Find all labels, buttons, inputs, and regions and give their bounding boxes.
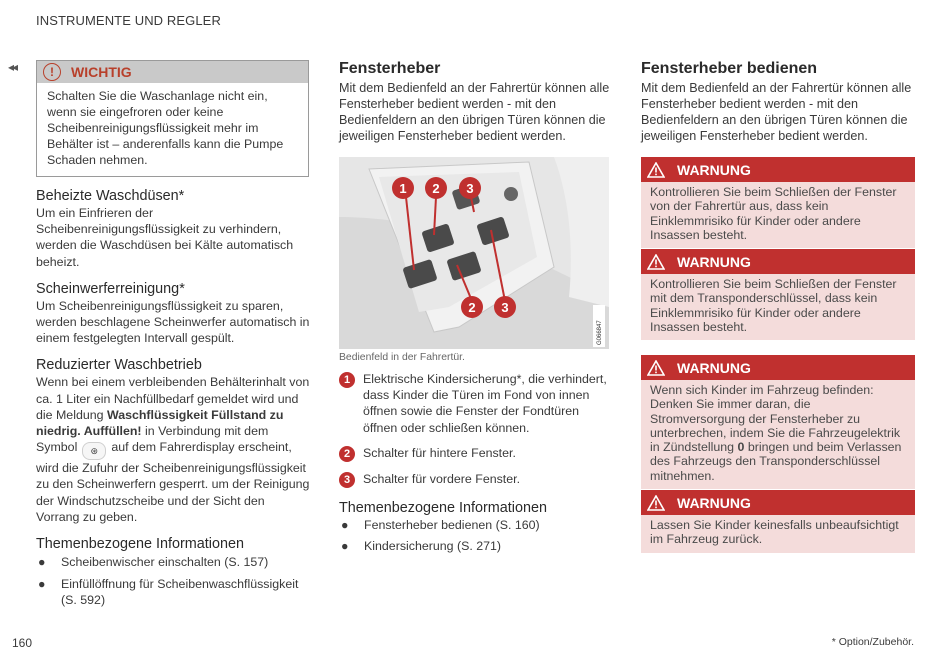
related-link[interactable]	[36, 576, 310, 608]
figure-legend	[339, 371, 615, 497]
operate-window-lifts-heading: Fensterheber bedienen	[641, 60, 818, 77]
door-panel-drawing	[339, 157, 609, 349]
related-link[interactable]	[36, 554, 310, 570]
column-1	[36, 60, 310, 609]
legend-text: Elektrische Kindersicherung*, die verhindert, dass Kinder die Türen im Fond von innen öffnen sowie die Fenster der Fondtüren öffnen oder schließen können.	[363, 372, 607, 435]
figure-caption: Bedienfeld in der Fahrertür.	[339, 352, 465, 363]
bullet-icon: ●	[38, 555, 46, 570]
washer-fluid-symbol-icon: ⊛	[82, 442, 106, 460]
important-notice-text: Schalten Sie die Waschanlage nicht ein, wenn sie eingefroren oder keine Scheibenreinigungsflüssigkeit mehr im Behälter ist – anderenfalls kann die Pumpe Schaden nehmen.	[47, 89, 284, 167]
reduced-wash-text-b: in Verbindung mit dem Symbol	[36, 424, 269, 455]
legend-item	[339, 471, 615, 488]
warning-header	[641, 249, 915, 274]
warning-text	[641, 380, 915, 489]
bullet-icon: ●	[341, 518, 349, 532]
related-link-text: Einfüllöffnung für Scheibenwaschflüssigkeit (S. 592)	[61, 577, 299, 608]
warning-text: Lassen Sie Kinder keinesfalls unbeaufsichtigt im Fahrzeug zurück.	[650, 518, 899, 547]
warning-box	[641, 157, 915, 248]
legend-text: Schalter für hintere Fenster.	[363, 445, 516, 460]
warning-triangle-icon	[647, 162, 665, 178]
warning-title: WARNUNG	[677, 359, 751, 376]
warning-triangle-icon	[647, 495, 665, 511]
warning-text-b: bringen und beim Verlassen des Fahrzeugs den Transponderschlüssel mitnehmen.	[650, 440, 902, 483]
related-link[interactable]	[339, 517, 615, 533]
callout-2	[425, 177, 447, 199]
heated-nozzles-text: Um ein Einfrieren der Scheibenreinigungsflüssigkeit zu verhindern, werden die Waschdüsen bei Kälte automatisch beheizt.	[36, 206, 294, 269]
warning-title: WARNUNG	[677, 161, 751, 178]
callout-label: 2	[468, 300, 476, 315]
warning-box	[641, 490, 915, 553]
reduced-wash-text-c: auf dem Fahrerdisplay erscheint, wird die Zufuhr der Scheibenreinigungsflüssigkeit zu den Scheinwerfern gesperrt. um der Reinigung der Windschutzscheibe und der Sicht den Vorrang zu geben.	[36, 440, 310, 524]
related-link-text: Kindersicherung (S. 271)	[364, 539, 502, 554]
ignition-position: 0	[737, 440, 745, 455]
running-header: INSTRUMENTE UND REGLER	[36, 13, 221, 28]
headlamp-cleaning-heading: Scheinwerferreinigung*	[36, 280, 185, 297]
related-info-heading-2: Themenbezogene Informationen	[339, 500, 548, 516]
operate-window-lifts-intro: Mit dem Bedienfeld an der Fahrertür können alle Fensterheber bedient werden - mit den Bedienfeldern an den übrigen Türen können die jeweiligen Fensterheber bedient werden.	[641, 81, 912, 143]
footnote: * Option/Zubehör.	[831, 636, 914, 648]
callout-label: 2	[432, 181, 440, 196]
reduced-wash-text	[36, 374, 310, 525]
related-info-2	[339, 500, 615, 554]
callout-2-lower	[461, 296, 483, 318]
reduced-wash-text-a: Wenn bei einem verbleibenden Behälterinhalt von ca. 1 Liter ein Nachfüllbedarf gemeldet wird und die Meldung	[36, 375, 310, 422]
number-badge-icon: 2	[339, 446, 355, 462]
figure-code: G066847	[597, 320, 603, 345]
legend-item	[339, 445, 615, 462]
legend-text: Schalter für vordere Fenster.	[363, 471, 521, 486]
warning-header	[641, 157, 915, 182]
warning-text: Kontrollieren Sie beim Schließen der Fenster mit dem Transponderschlüssel, dass kein Einklemmrisiko für Kinder oder andere Insassen besteht.	[650, 277, 897, 334]
back-arrows-icon[interactable]: ◂◂	[8, 60, 17, 74]
related-link-text: Fensterheber bedienen (S. 160)	[364, 518, 540, 532]
number-badge-icon: 3	[339, 472, 355, 488]
warning-title: WARNUNG	[677, 253, 751, 270]
warning-triangle-icon	[647, 254, 665, 270]
window-lifts-heading: Fensterheber	[339, 60, 441, 77]
callout-label: 1	[399, 181, 407, 196]
callout-3	[459, 177, 481, 199]
warning-text: Kontrollieren Sie beim Schließen der Fenster von der Fahrertür aus, dass kein Einklemmrisiko für Kinder oder andere Insassen besteht.	[650, 185, 897, 242]
related-info-heading-1: Themenbezogene Informationen	[36, 536, 245, 553]
washer-fluid-message: Waschflüssigkeit Füllstand zu niedrig. Auffüllen!	[36, 407, 284, 439]
related-link[interactable]	[339, 538, 615, 554]
legend-item	[339, 371, 615, 436]
page-number: 160	[12, 636, 33, 650]
headlamp-cleaning-text: Um Scheibenreinigungsflüssigkeit zu sparen, werden beschlagene Scheinwerfer automatisch in einem festgelegten Intervall gespült.	[36, 298, 310, 346]
reduced-wash-heading: Reduzierter Waschbetrieb	[36, 357, 202, 374]
bullet-icon: ●	[341, 539, 349, 554]
exclamation-circle-icon: !	[43, 63, 61, 81]
warning-box	[641, 355, 915, 489]
heated-nozzles-heading: Beheizte Waschdüsen*	[36, 188, 185, 204]
bullet-icon: ●	[38, 577, 46, 592]
warning-title: WARNUNG	[677, 494, 751, 511]
callout-label: 3	[501, 300, 509, 315]
warning-triangle-icon	[647, 360, 665, 376]
column-2	[339, 60, 615, 144]
warning-header	[641, 355, 915, 380]
door-panel-illustration	[339, 157, 609, 349]
column-3	[641, 60, 915, 144]
callout-1	[392, 177, 414, 199]
related-link-text: Scheibenwischer einschalten (S. 157)	[61, 555, 269, 570]
warning-header	[641, 490, 915, 515]
important-notice-title: WICHTIG	[71, 64, 132, 80]
important-notice	[36, 60, 309, 177]
warning-text-a: Wenn sich Kinder im Fahrzeug befinden: Denken Sie immer daran, die Stromversorgung der Fensterheber zu unterbrechen, indem Sie die Fahrzeugelektrik in Zündstellung	[650, 383, 901, 455]
warning-box	[641, 249, 915, 340]
important-notice-header	[37, 61, 308, 83]
number-badge-icon: 1	[339, 372, 355, 388]
callout-label: 3	[466, 181, 474, 196]
window-lifts-intro: Mit dem Bedienfeld an der Fahrertür können alle Fensterheber bedient werden - mit den Bedienfeldern an den übrigen Türen können die jeweiligen Fensterheber bedient werden.	[339, 81, 610, 143]
callout-3-lower	[494, 296, 516, 318]
